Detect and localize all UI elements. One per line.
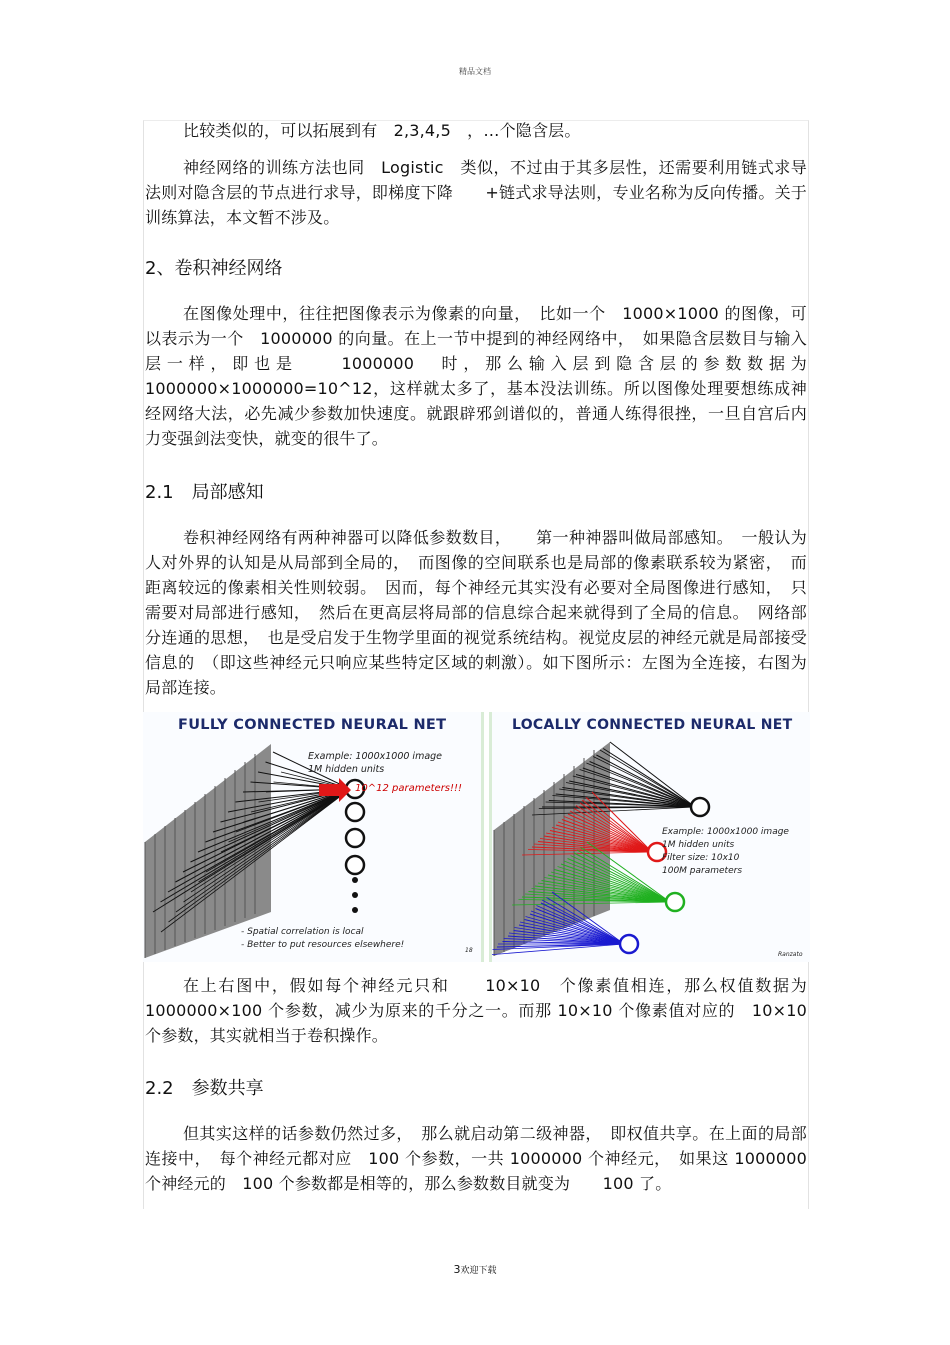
neuron-node <box>346 856 364 874</box>
locally-connected-credit: Ranzato <box>778 951 803 958</box>
fully-connected-panel <box>143 712 484 962</box>
connectivity-figure <box>143 712 807 962</box>
corner-mark: 18 <box>465 947 473 954</box>
hidden-units-left <box>346 780 364 913</box>
paragraph-image-processing: 在图像处理中，往往把图像表示为像素的向量， 比如一个 1000×1000 的图像，可以表示为一个 1000000 的向量。在上一节中提到的神经网络中， 如果隐含层数目与输入层一样，即也是 1000000 时，那么输入层到隐含层的参数数据为1000000×1000000=10^12，这样就太多了，基本没法训练。所以图像处理要想练成神经网络大法，必先减少参数加快速度。就跟辟邪剑谱似的，普通人练得很挫，一旦自宫后内力变强剑法变快，就变的很牛了。 <box>145 304 807 448</box>
paragraph-local-perception: 卷积神经网络有两种神器可以降低参数数目， 第一种神器叫做局部感知。 一般认为人对外界的认知是从局部到全局的， 而图像的空间联系也是局部的像素联系较为紧密， 而距离较远的像素相关性则较弱。 因而，每个神经元其实没有必要对全局图像进行感知， 只需要对局部进行感知， 然后在更高层将局部的信息综合起来就得到了全局的信息。 网络部分连通的思想， 也是受启发于生物学里面的视觉系统结构。视觉皮层的神经元就是局部接受信息的 （即这些神经元只响应某些特定区域的刺激）。如下图所示：左图为全连接，右图为局部连接。 <box>145 528 807 697</box>
section-heading-cnn: 2、卷积神经网络 <box>145 258 283 279</box>
section-heading-local-perception: 2.1 局部感知 <box>145 482 264 503</box>
ellipsis-dot <box>352 907 358 913</box>
locally-connected-example: Example: 1000x1000 image 1M hidden units Filter size: 10x10 100M parameters <box>662 827 789 876</box>
paragraph-weight-sharing: 但其实这样的话参数仍然过多， 那么就启动第二级神器， 即权值共享。在上面的局部连接中， 每个神经元都对应 100 个参数，一共 1000000 个神经元， 如果这 1000000 个神经元的 100 个参数都是相等的，那么参数数目就变为 100 了。 <box>145 1124 807 1193</box>
ellipsis-dot <box>352 877 358 883</box>
paragraph-local-params: 在上右图中，假如每个神经元只和 10×10 个像素值相连，那么权值数据为1000000×100 个参数，减少为原来的千分之一。而那 10×10 个像素值对应的 10×10 个参数，其实就相当于卷积操作。 <box>145 976 807 1045</box>
neuron-node <box>666 893 684 911</box>
fully-connected-params: 10^12 parameters!!! <box>355 783 463 794</box>
page-number: 3 <box>453 1263 461 1276</box>
footer-label: 欢迎下载 <box>460 1266 497 1276</box>
header-note: 精品文档 <box>459 67 491 76</box>
neuron-node <box>691 798 709 816</box>
fully-connected-example: Example: 1000x1000 image 1M hidden units <box>308 751 443 775</box>
paragraph-training: 神经网络的训练方法也同 Logistic 类似，不过由于其多层性，还需要利用链式求导法则对隐含层的节点进行求导，即梯度下降 +链式求导法则，专业名称为反向传播。关于训练算法，本文暂不涉及。 <box>145 158 807 227</box>
locally-connected-panel <box>489 712 810 962</box>
paragraph-hidden-layers: 比较类似的，可以拓展到有 2,3,4,5 ，…个隐含层。 <box>183 121 581 140</box>
neuron-node <box>346 829 364 847</box>
ellipsis-dot <box>352 892 358 898</box>
neuron-node <box>346 803 364 821</box>
section-heading-weight-sharing: 2.2 参数共享 <box>145 1078 264 1099</box>
locally-connected-title: LOCALLY CONNECTED NEURAL NET <box>512 717 793 733</box>
fully-connected-title: FULLY CONNECTED NEURAL NET <box>178 717 447 733</box>
neuron-node <box>620 935 638 953</box>
page-footer <box>0 1263 950 1276</box>
fully-connected-notes: - Spatial correlation is local - Better to put resources elsewhere! <box>241 927 405 950</box>
